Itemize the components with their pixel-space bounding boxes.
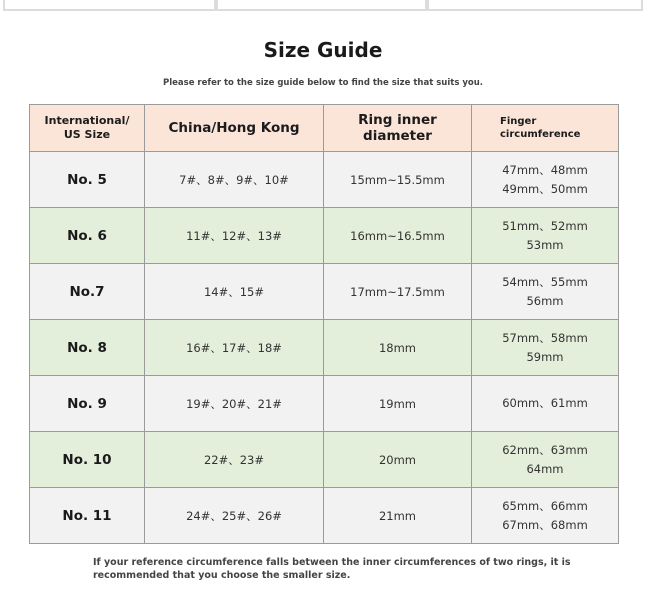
header-international-us-size <box>30 105 145 152</box>
footnote <box>93 556 593 582</box>
inner-diameter-cell: 16mm~16.5mm <box>324 208 472 264</box>
china-size-cell: 14#、15# <box>145 264 324 320</box>
header-ring-inner-diameter: Ring inner diameter <box>324 105 472 152</box>
china-size-cell: 19#、20#、21# <box>145 376 324 432</box>
finger-value: 67mm、68mm <box>502 517 588 532</box>
size-cell: No. 6 <box>30 208 145 264</box>
size-cell: No. 5 <box>30 152 145 208</box>
table-row <box>30 264 619 320</box>
finger-value: 64mm <box>526 461 564 476</box>
inner-diameter-cell: 19mm <box>324 376 472 432</box>
finger-value: 57mm、58mm <box>502 330 588 345</box>
china-size-cell: 11#、12#、13# <box>145 208 324 264</box>
china-size-cell: 7#、8#、9#、10# <box>145 152 324 208</box>
page-title: Size Guide <box>263 38 383 62</box>
header-intl-line: US Size <box>63 128 111 141</box>
finger-value: 65mm、66mm <box>502 498 588 513</box>
china-size-cell: 24#、25#、26# <box>145 488 324 544</box>
table-row <box>30 152 619 208</box>
inner-diameter-cell: 15mm~15.5mm <box>324 152 472 208</box>
footnote-line: recommended that you choose the smaller size. <box>93 570 351 581</box>
table-row <box>30 208 619 264</box>
finger-circumference-cell <box>472 320 619 376</box>
size-cell: No. 10 <box>30 432 145 488</box>
top-cropped-table-edge <box>0 0 646 14</box>
page-subtitle: Please refer to the size guide below to find the size that suits you. <box>163 78 483 88</box>
finger-value: 49mm、50mm <box>502 181 588 196</box>
footnote-line: If your reference circumference falls between the inner circumferences of two rings, it is <box>93 557 571 568</box>
inner-diameter-cell: 20mm <box>324 432 472 488</box>
finger-value: 56mm <box>526 293 564 308</box>
inner-diameter-cell: 18mm <box>324 320 472 376</box>
top-cell <box>3 0 216 11</box>
finger-value: 47mm、48mm <box>502 162 588 177</box>
finger-value: 62mm、63mm <box>502 442 588 457</box>
finger-value: 60mm、61mm <box>502 396 588 410</box>
finger-circumference-cell <box>472 376 619 432</box>
inner-diameter-cell: 17mm~17.5mm <box>324 264 472 320</box>
top-cell <box>216 0 427 11</box>
table-header-row <box>30 105 619 152</box>
china-size-cell: 22#、23# <box>145 432 324 488</box>
header-finger-line: Finger <box>500 116 537 127</box>
finger-circumference-cell <box>472 264 619 320</box>
finger-value: 51mm、52mm <box>502 218 588 233</box>
header-finger-line: circumference <box>500 129 581 140</box>
table-row <box>30 376 619 432</box>
finger-value: 53mm <box>526 237 564 252</box>
finger-circumference-cell <box>472 208 619 264</box>
finger-value: 59mm <box>526 349 564 364</box>
size-cell: No. 8 <box>30 320 145 376</box>
header-china-hong-kong: China/Hong Kong <box>145 105 324 152</box>
finger-circumference-cell <box>472 152 619 208</box>
finger-circumference-cell <box>472 488 619 544</box>
table-row <box>30 488 619 544</box>
china-size-cell: 16#、17#、18# <box>145 320 324 376</box>
size-cell: No.7 <box>30 264 145 320</box>
size-cell: No. 11 <box>30 488 145 544</box>
header-intl-line: International/ <box>44 114 130 127</box>
size-guide-table <box>29 104 619 544</box>
top-cell <box>427 0 643 11</box>
size-cell: No. 9 <box>30 376 145 432</box>
inner-diameter-cell: 21mm <box>324 488 472 544</box>
finger-value: 54mm、55mm <box>502 274 588 289</box>
table-row <box>30 320 619 376</box>
finger-circumference-cell <box>472 432 619 488</box>
header-finger-circumference <box>472 105 619 152</box>
table-row <box>30 432 619 488</box>
